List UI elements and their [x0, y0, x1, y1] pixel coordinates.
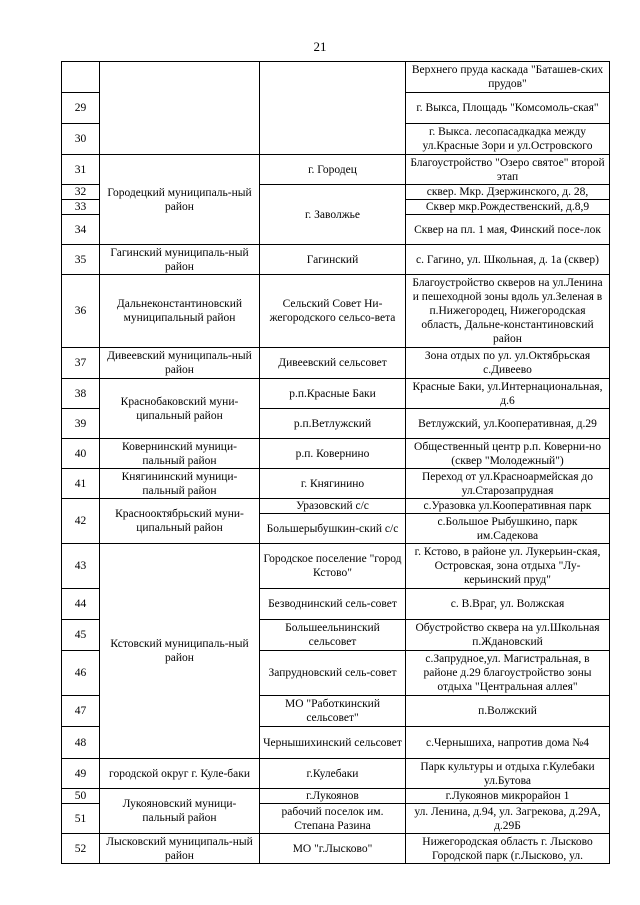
row-number: 47	[62, 696, 100, 727]
object-cell: Сквер на пл. 1 мая, Финский посе-лок	[406, 215, 610, 245]
district-cell: Ковернинский муници-пальный район	[100, 439, 260, 469]
object-cell: г. Выкса. лесопасадкадка между ул.Красные Зори и ул.Островского	[406, 124, 610, 155]
row-number: 32	[62, 185, 100, 200]
district-cell: Городецкий муниципаль-ный район	[100, 155, 260, 245]
row-number: 51	[62, 804, 100, 834]
district-cell: Краснооктябрьский муни-ципальный район	[100, 499, 260, 544]
object-cell: Ветлужский, ул.Кооперативная, д.29	[406, 409, 610, 439]
district-cell: Дивеевский муниципаль-ный район	[100, 348, 260, 379]
table-row	[62, 469, 610, 499]
object-cell: сквер. Мкр. Дзержинского, д. 28,	[406, 185, 610, 200]
table-row	[62, 379, 610, 409]
row-number: 37	[62, 348, 100, 379]
object-cell: Сквер мкр.Рождественский, д.8,9	[406, 200, 610, 215]
table-row	[62, 62, 610, 93]
row-number: 45	[62, 620, 100, 651]
table-row	[62, 245, 610, 275]
row-number	[62, 62, 100, 93]
row-number: 31	[62, 155, 100, 185]
object-cell: Зона отдых по ул. ул.Октябрьская с.Дивеево	[406, 348, 610, 379]
row-number: 42	[62, 499, 100, 544]
settlement-cell: Гагинский	[260, 245, 406, 275]
district-cell: Дальнеконстантиновский муниципальный район	[100, 275, 260, 348]
settlement-cell: г. Городец	[260, 155, 406, 185]
object-cell: с. Гагино, ул. Школьная, д. 1а (сквер)	[406, 245, 610, 275]
district-cell: Лукояновский муници-пальный район	[100, 789, 260, 834]
row-number: 46	[62, 651, 100, 696]
table-row	[62, 348, 610, 379]
settlement-cell: Большерыбушкин-ский с/с	[260, 514, 406, 544]
row-number: 43	[62, 544, 100, 589]
district-cell: Краснобаковский муни-ципальный район	[100, 379, 260, 439]
object-cell: Благоустройство "Озеро святое" второй этап	[406, 155, 610, 185]
row-number: 49	[62, 759, 100, 789]
object-cell: Общественный центр р.п. Коверни-но (сквер "Молодежный")	[406, 439, 610, 469]
district-cell: Княгининский муници-пальный район	[100, 469, 260, 499]
page-number: 21	[313, 39, 327, 54]
object-cell: Благоустройство скверов на ул.Ленина и пешеходной зоны вдоль ул.Зеленая в п.Нижегородец, Нижегородская область, Дальне-константиновский район	[406, 275, 610, 348]
settlement-cell: Запрудновский сель-совет	[260, 651, 406, 696]
district-cell	[100, 62, 260, 155]
settlement-cell	[260, 62, 406, 155]
row-number: 48	[62, 727, 100, 759]
table-row	[62, 155, 610, 185]
object-cell: ул. Ленина, д.94, ул. Загрекова, д.29А, д.29Б	[406, 804, 610, 834]
object-cell: с. В.Враг, ул. Волжская	[406, 589, 610, 620]
row-number: 29	[62, 93, 100, 124]
settlement-cell: рабочий поселок им. Степана Разина	[260, 804, 406, 834]
settlement-cell: г. Заволжье	[260, 185, 406, 245]
table-row	[62, 499, 610, 514]
settlement-cell: Безводнинский сель-совет	[260, 589, 406, 620]
row-number: 38	[62, 379, 100, 409]
object-cell: с.Чернышиха, напротив дома №4	[406, 727, 610, 759]
settlement-cell: Городское поселение "город Кстово"	[260, 544, 406, 589]
row-number: 52	[62, 834, 100, 864]
object-cell: г. Выкса, Площадь "Комсомоль-ская"	[406, 93, 610, 124]
object-cell: с.Запрудное,ул. Магистральная, в районе д.29 благоустройство зоны отдыха "Центральная аллея"	[406, 651, 610, 696]
row-number: 39	[62, 409, 100, 439]
settlement-cell: МО "Работкинский сельсовет"	[260, 696, 406, 727]
settlement-cell: МО "г.Лысково"	[260, 834, 406, 864]
table-row	[62, 759, 610, 789]
table-row	[62, 834, 610, 864]
settlement-cell: г. Княгинино	[260, 469, 406, 499]
settlement-cell: г.Кулебаки	[260, 759, 406, 789]
registry-table	[61, 61, 610, 864]
district-cell: Кстовский муниципаль-ный район	[100, 544, 260, 759]
object-cell: с.Уразовка ул.Кооперативная парк	[406, 499, 610, 514]
object-cell: Переход от ул.Красноармейская до ул.Старозапрудная	[406, 469, 610, 499]
row-number: 50	[62, 789, 100, 804]
row-number: 40	[62, 439, 100, 469]
object-cell: г. Кстово, в районе ул. Лукерьин-ская, Островская, зона отдыха "Лу-керьинский пруд"	[406, 544, 610, 589]
object-cell: Обустройство сквера на ул.Школьная п.Ждановский	[406, 620, 610, 651]
object-cell: Верхнего пруда каскада "Баташев-ских прудов"	[406, 62, 610, 93]
table-row	[62, 544, 610, 589]
object-cell: Парк культуры и отдыха г.Кулебаки ул.Бутова	[406, 759, 610, 789]
table-row	[62, 275, 610, 348]
settlement-cell: Дивеевский сельсовет	[260, 348, 406, 379]
row-number: 30	[62, 124, 100, 155]
object-cell: п.Волжский	[406, 696, 610, 727]
row-number: 41	[62, 469, 100, 499]
row-number: 33	[62, 200, 100, 215]
settlement-cell: р.п.Красные Баки	[260, 379, 406, 409]
row-number: 44	[62, 589, 100, 620]
district-cell: Лысковский муниципаль-ный район	[100, 834, 260, 864]
district-cell: Гагинский муниципаль-ный район	[100, 245, 260, 275]
table-row	[62, 439, 610, 469]
settlement-cell: Сельский Совет Ни-жегородского сельсо-вета	[260, 275, 406, 348]
settlement-cell: Уразовский с/с	[260, 499, 406, 514]
object-cell: г.Лукоянов микрорайон 1	[406, 789, 610, 804]
object-cell: Красные Баки, ул.Интернациональная, д.6	[406, 379, 610, 409]
object-cell: Нижегородская область г. Лысково Городской парк (г.Лысково, ул.	[406, 834, 610, 864]
row-number: 35	[62, 245, 100, 275]
settlement-cell: Чернышихинский сельсовет	[260, 727, 406, 759]
settlement-cell: р.п. Ковернино	[260, 439, 406, 469]
table-row	[62, 789, 610, 804]
row-number: 34	[62, 215, 100, 245]
object-cell: с.Большое Рыбушкино, парк им.Садекова	[406, 514, 610, 544]
settlement-cell: р.п.Ветлужский	[260, 409, 406, 439]
row-number: 36	[62, 275, 100, 348]
settlement-cell: Большеельнинский сельсовет	[260, 620, 406, 651]
settlement-cell: г.Лукоянов	[260, 789, 406, 804]
district-cell: городской округ г. Куле-баки	[100, 759, 260, 789]
